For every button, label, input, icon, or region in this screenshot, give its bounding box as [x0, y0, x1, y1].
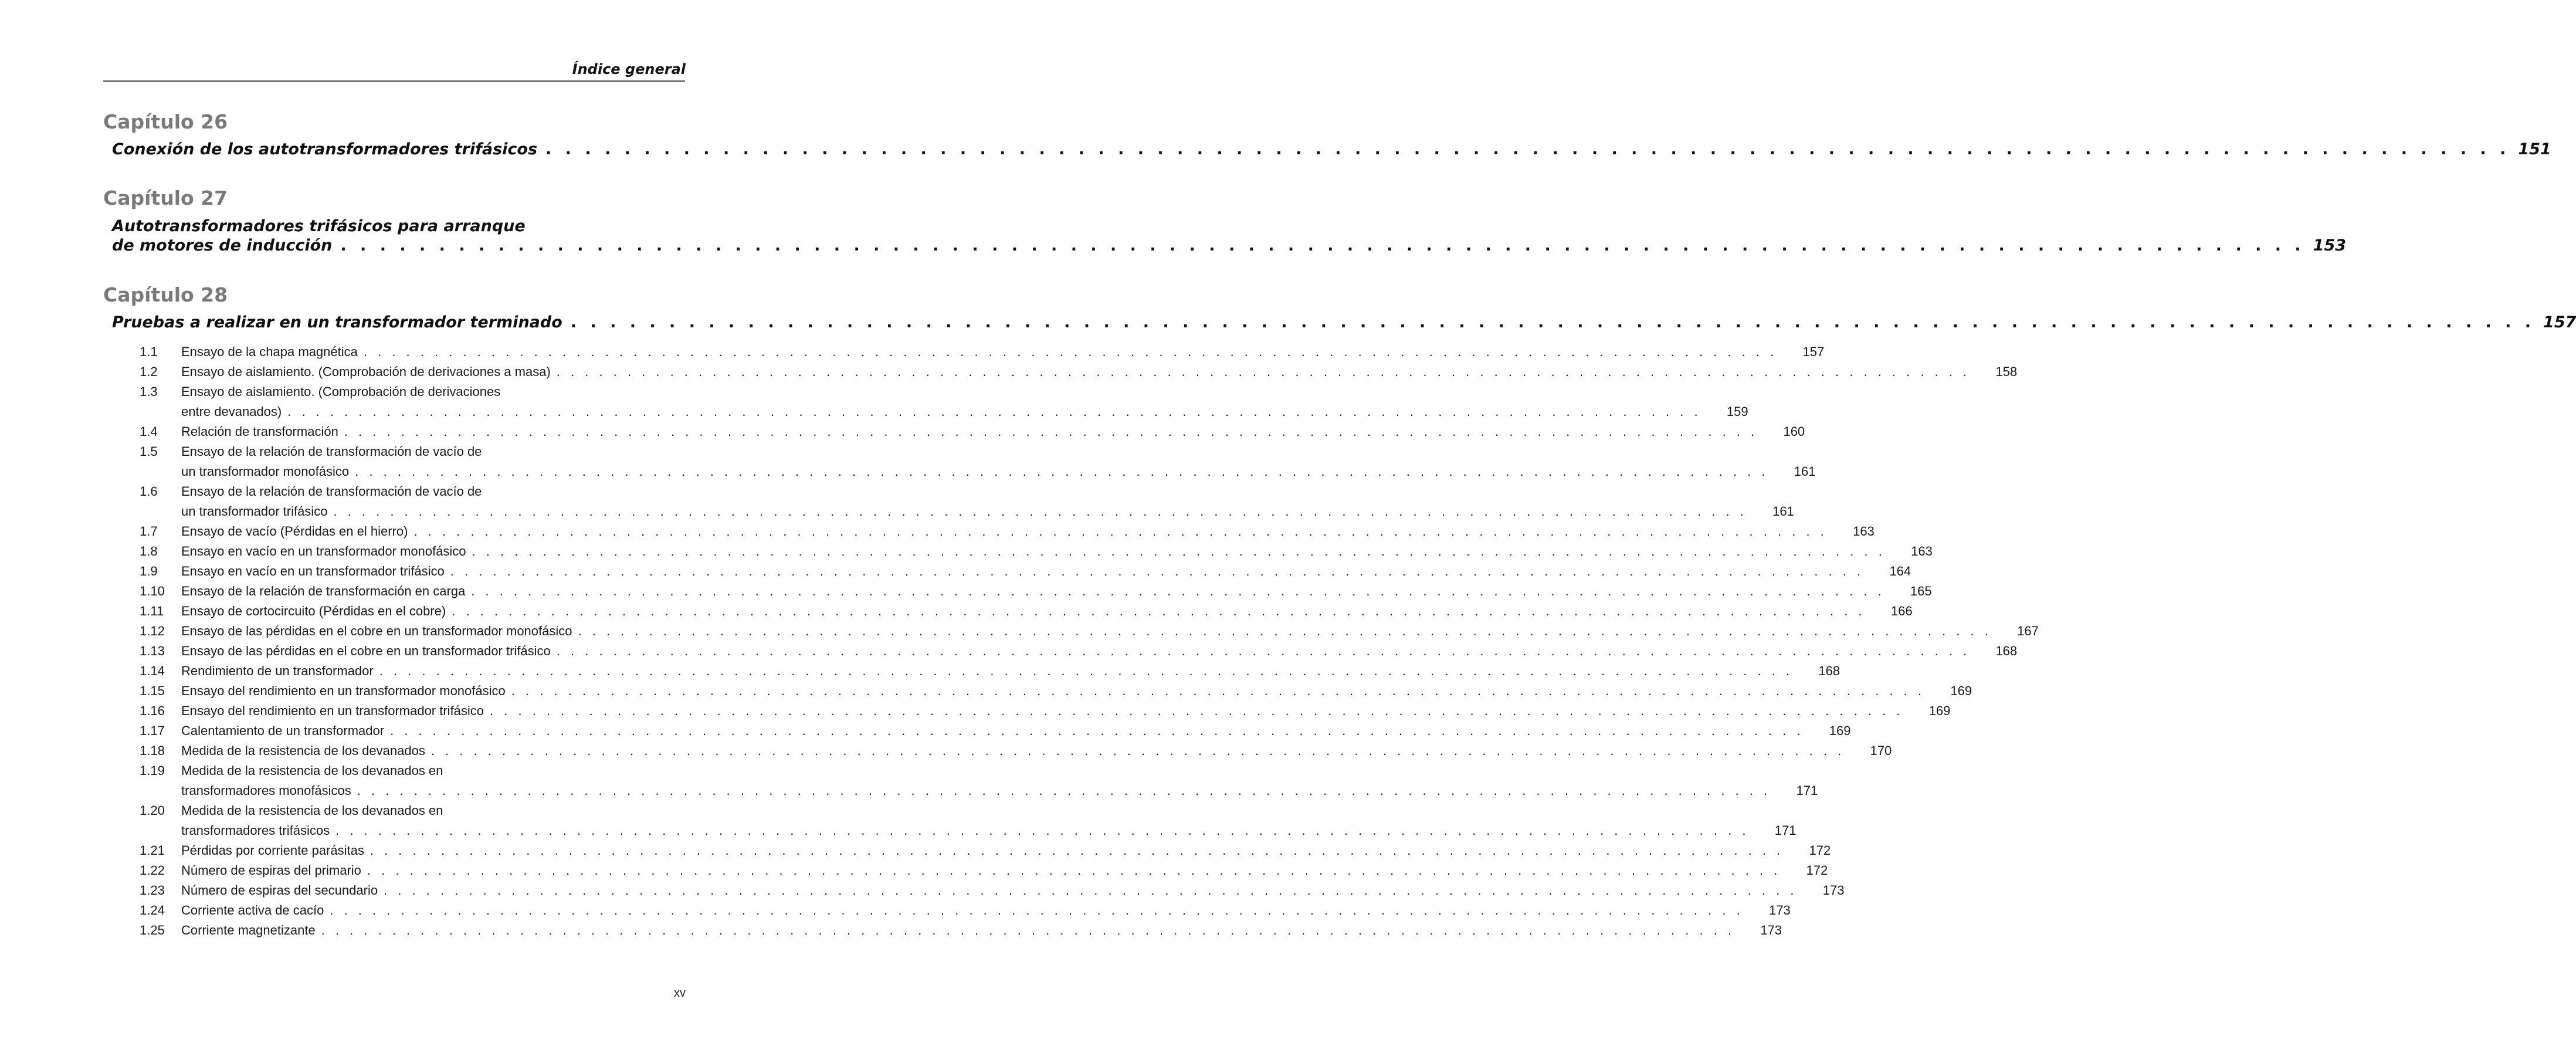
toc-entry-number: 1.23 [140, 883, 165, 898]
toc-entry-number: 1.10 [140, 584, 165, 598]
toc-entry-line [181, 721, 1851, 741]
toc-entry-number: 1.18 [140, 743, 165, 758]
toc-entry-page: 169 [1928, 703, 1951, 718]
toc-entry[interactable] [103, 741, 1892, 761]
toc-entry[interactable] [103, 342, 1825, 362]
toc-entry-line [181, 581, 1932, 601]
running-header-title: Índice general [572, 61, 686, 77]
toc-entry-line [181, 621, 2039, 641]
chapter-title-text: Autotransformadores trifásicos para arranque [112, 217, 526, 235]
toc-entry[interactable] [103, 581, 1932, 601]
toc-entry-body [181, 422, 1805, 442]
toc-entry-line [181, 561, 1911, 581]
toc-entry-title: Corriente activa de cacío [181, 903, 324, 918]
dot-leader: . . . . . . . . . . . . . . . . . . . . . . . . . . . . . . . . . . . . . . . . . . . . . . . . . . . . . . . . . . . . . . . . . . . . . . . . . . . . . . . . . . . . . . . . . . . . . . . . . . . . [321, 923, 1736, 937]
toc-entry[interactable] [103, 541, 1933, 561]
toc-entry-page: 171 [1796, 783, 1818, 798]
toc-entry[interactable] [103, 382, 1748, 422]
toc-entry[interactable] [103, 482, 1794, 522]
toc-entry[interactable] [103, 621, 2039, 641]
toc-entry-page: 170 [1870, 743, 1892, 758]
toc-entry[interactable] [103, 761, 1818, 801]
toc-entry[interactable] [103, 522, 1875, 541]
toc-entry-line [181, 701, 1951, 721]
toc-entry-page: 164 [1889, 564, 1911, 578]
toc-entry-title: Medida de la resistencia de los devanados en [181, 763, 443, 778]
toc-entry-page: 167 [2017, 624, 2039, 638]
toc-entry-page: 161 [1794, 464, 1816, 479]
toc-entry-body [181, 561, 1911, 581]
toc-entry-body [181, 601, 1913, 621]
toc-entry-page: 169 [1829, 723, 1851, 738]
toc-entry-page: 169 [1950, 683, 1972, 698]
toc-entry-body [181, 541, 1933, 561]
dot-leader: . . . . . . . . . . . . . . . . . . . . . . . . . . . . . . . . . . . . . . . . . . . . . . . . . . . . . . . . . . . . . . . . . . . . . . . . . . . . . . . . . . . . . . . . . . . . . . . . . . . . [384, 883, 1798, 898]
dot-leader: . . . . . . . . . . . . . . . . . . . . . . . . . . . . . . . . . . . . . . . . . . . . . . . . . . . . . . . . . . . . . . . . . . . . . . . . . . . . . . . . . . . . . . . . . . . . . . . . . . . . [556, 644, 1971, 658]
toc-entry-line [181, 541, 1933, 561]
dot-leader: . . . . . . . . . . . . . . . . . . . . . . . . . . . . . . . . . . . . . . . . . . . . . . . . . . . . . . . . . . . . . . . . . . . . . . . . . . . . . . . . . . . . . . . . . . . . . . . . . . . . [333, 504, 1747, 519]
toc-entry-number: 1.12 [140, 624, 165, 638]
chapter-title-link[interactable] [112, 216, 2347, 255]
toc-entry-line [181, 900, 1791, 920]
toc-entry-page: 172 [1806, 863, 1828, 878]
toc-entry[interactable] [103, 422, 1805, 442]
toc-entry-page: 157 [1802, 344, 1825, 359]
toc-entry-number: 1.21 [140, 843, 165, 858]
toc-entry-title: Ensayo de la chapa magnética [181, 344, 358, 359]
toc-entry-line [181, 601, 1913, 621]
toc-entry-number: 1.8 [140, 544, 158, 558]
toc-entry-title: Número de espiras del primario [181, 863, 361, 878]
toc-entry[interactable] [103, 900, 1791, 920]
toc-entry-body [181, 442, 1816, 482]
dot-leader: . . . . . . . . . . . . . . . . . . . . . . . . . . . . . . . . . . . . . . . . . . . . . . . . . . . . . . . . . . . . . . . . . . . . . . . . . . . . . . . . . . . . . . . . . . . . . . . . . . . . [357, 783, 1771, 798]
toc-entry-line [181, 801, 679, 821]
toc-entry-title: Ensayo de la relación de transformación en carga [181, 584, 466, 598]
toc-entry-number: 1.22 [140, 863, 165, 878]
toc-entry-title: Calentamiento de un transformador [181, 723, 385, 738]
toc-entry-title: Medida de la resistencia de los devanados [181, 743, 425, 758]
toc-entry-number: 1.15 [140, 683, 165, 698]
chapter-page-number: 157 [2543, 313, 2576, 331]
toc-entry-title: Corriente magnetizante [181, 923, 316, 937]
toc-entry-body [181, 701, 1951, 721]
toc-entry-line [181, 920, 1782, 940]
dot-leader: . . . . . . . . . . . . . . . . . . . . . . . . . . . . . . . . . . . . . . . . . . . . . . . . . . . . . . . . . . . . . . . . . . . . . . . . . . . . . . . . . . . . . . . . . . . . . . . . . . . . [450, 564, 1865, 578]
toc-entry-page: 165 [1910, 584, 1932, 598]
dot-leader: . . . . . . . . . . . . . . . . . . . . . . . . . . . . . . . . . . . . . . . . . . . . . . . . . . . . . . . . . . . . . . . . . . . . . . . . . . . . . . . . . . . . . . . . . . . . . . . . . . . . [355, 464, 1769, 479]
folio: xv [674, 987, 686, 1000]
toc-entry-title: Pérdidas por corriente parásitas [181, 843, 364, 858]
toc-entry-number: 1.20 [140, 803, 165, 818]
toc-entry-page: 159 [1726, 404, 1748, 419]
dot-leader: . . . . . . . . . . . . . . . . . . . . . . . . . . . . . . . . . . . . . . . . . . . . . . . . . . . . . . . . . . . . . . . . . . . . . . . . . . . . . . . . . . . . . . . . . . . . . . . . . . . . [490, 703, 1904, 718]
toc-entry-page: 172 [1809, 843, 1831, 858]
chapter-label: Capítulo 26 [103, 110, 228, 133]
toc-entry-title: Relación de transformación [181, 424, 338, 439]
toc-entry-body [181, 721, 1851, 741]
dot-leader: . . . . . . . . . . . . . . . . . . . . . . . . . . . . . . . . . . . . . . . . . . . . . . . . . . . . . . . . . . . . . . . . . . . . . . . . . . . . . . . . . . . . . . . . . . . . . . . . . . . . [472, 544, 1886, 558]
toc-entry-title: Ensayo del rendimiento en un transformador trifásico [181, 703, 484, 718]
toc-entry-title: un transformador trifásico [181, 504, 328, 519]
toc-entry[interactable] [103, 561, 1911, 581]
chapter-title-link[interactable] [112, 140, 2551, 159]
dot-leader: . . . . . . . . . . . . . . . . . . . . . . . . . . . . . . . . . . . . . . . . . . . . . . . . . . . . . . . . . . . . . . . . . . . . . . . . . . . . . . . . . . . . . . . . . . . . . . . . . . . . [413, 524, 1828, 539]
toc-entry-title: transformadores monofásicos [181, 783, 351, 798]
toc-entry-body [181, 342, 1825, 362]
toc-entry-line [181, 462, 1816, 482]
dot-leader: . . . . . . . . . . . . . . . . . . . . . . . . . . . . . . . . . . . . . . . . . . . . . . . . . . . . . . . . . . . . . . . . . . . . . . . . . . . . . . . . . . . . . . . . . . . . . . . . . . . . [431, 743, 1845, 758]
toc-entry-body [181, 741, 1892, 761]
toc-entry-line [181, 442, 679, 462]
toc-entry-number: 1.17 [140, 723, 165, 738]
chapter-page-number: 153 [2313, 236, 2347, 255]
toc-entry-page: 166 [1890, 604, 1913, 618]
toc-entry-line [181, 841, 1831, 861]
toc-entry-body [181, 841, 1831, 861]
toc-entry-line [181, 681, 1972, 701]
toc-entry-line [181, 402, 1748, 422]
toc-entry-title: Ensayo de las pérdidas en el cobre en un transformador trifásico [181, 644, 551, 658]
toc-entry-page: 171 [1774, 823, 1797, 838]
toc-entry-page: 161 [1772, 504, 1794, 519]
toc-entry-line [181, 861, 1828, 881]
toc-entry-body [181, 801, 1797, 841]
toc-entry-page: 168 [1995, 644, 2018, 658]
toc-entry-body [181, 761, 1818, 801]
toc-entry[interactable] [103, 841, 1831, 861]
toc-entry[interactable] [103, 641, 2018, 661]
dot-leader: . . . . . . . . . . . . . . . . . . . . . . . . . . . . . . . . . . . . . . . . . . . . . . . . . . . . . . . . . . . . . . . . . . . . . . . . . . . . . . . . . . . . . . . . . . . . . . . . . . . . [363, 344, 1778, 359]
toc-entry[interactable] [103, 661, 1841, 681]
toc-entry-body [181, 681, 1972, 701]
toc-entry-page: 173 [1768, 903, 1791, 918]
toc-entry-body [181, 920, 1782, 940]
toc-entry-page: 173 [1822, 883, 1845, 898]
toc-entry[interactable] [103, 681, 1972, 701]
dot-leader: . . . . . . . . . . . . . . . . . . . . . . . . . . . . . . . . . . . . . . . . . . . . . . . . . . . . . . . . . . . . . . . . . . . . . . . . . . . . . . . . . . . . . . . . . . . . . . . . . . . . [570, 313, 2536, 331]
toc-entry-title: Medida de la resistencia de los devanados en [181, 803, 443, 818]
toc-entry-title: Ensayo de vacío (Pérdidas en el hierro) [181, 524, 408, 539]
dot-leader: . . . . . . . . . . . . . . . . . . . . . . . . . . . . . . . . . . . . . . . . . . . . . . . . . . . . . . . . . . . . . . . . . . . . . . . . . . . . . . . . . . . . . . . . . . . . . . . . . . . . [471, 584, 1885, 598]
toc-entry-number: 1.3 [140, 384, 158, 399]
toc-entry-line [181, 821, 1797, 841]
toc-entry-number: 1.5 [140, 444, 158, 459]
toc-entry-list [103, 342, 2039, 940]
toc-entry-title: Número de espiras del secundario [181, 883, 378, 898]
chapter-label: Capítulo 27 [103, 187, 228, 209]
toc-entry-number: 1.16 [140, 703, 165, 718]
dot-leader: . . . . . . . . . . . . . . . . . . . . . . . . . . . . . . . . . . . . . . . . . . . . . . . . . . . . . . . . . . . . . . . . . . . . . . . . . . . . . . . . . . . . . . . . . . . . . . . . . . . . [556, 364, 1971, 379]
toc-entry-line [181, 482, 679, 502]
dot-leader: . . . . . . . . . . . . . . . . . . . . . . . . . . . . . . . . . . . . . . . . . . . . . . . . . . . . . . . . . . . . . . . . . . . . . . . . . . . . . . . . . . . . . . . . . . . . . . . . . . . . [545, 140, 2510, 158]
header-rule [103, 80, 685, 82]
toc-entry-line [181, 502, 1794, 522]
dot-leader: . . . . . . . . . . . . . . . . . . . . . . . . . . . . . . . . . . . . . . . . . . . . . . . . . . . . . . . . . . . . . . . . . . . . . . . . . . . . . . . . . . . . . . . . . . . . . . . . . . . . [330, 903, 1744, 918]
toc-entry[interactable] [103, 861, 1828, 881]
toc-entry-page: 173 [1760, 923, 1782, 937]
chapter-page-number: 151 [2518, 140, 2551, 158]
toc-entry-line [181, 522, 1875, 541]
dot-leader: . . . . . . . . . . . . . . . . . . . . . . . . . . . . . . . . . . . . . . . . . . . . . . . . . . . . . . . . . . . . . . . . . . . . . . . . . . . . . . . . . . . . . . . . . . . . . . . . . . . . [340, 236, 2305, 255]
toc-entry-number: 1.25 [140, 923, 165, 937]
toc-entry[interactable] [103, 920, 1782, 940]
toc-entry[interactable] [103, 442, 1816, 482]
toc-entry-body [181, 641, 2018, 661]
toc-entry-number: 1.7 [140, 524, 158, 539]
toc-entry-line [181, 661, 1841, 681]
toc-entry-number: 1.24 [140, 903, 165, 918]
toc-entry-line [181, 362, 2018, 382]
toc-entry-body [181, 881, 1845, 900]
chapter-title-link[interactable] [112, 313, 2576, 332]
dot-leader: . . . . . . . . . . . . . . . . . . . . . . . . . . . . . . . . . . . . . . . . . . . . . . . . . . . . . . . . . . . . . . . . . . . . . . . . . . . . . . . . . . . . . . . . . . . . . . . . . . . . [511, 683, 1926, 698]
toc-entry-body [181, 362, 2018, 382]
toc-entry-number: 1.4 [140, 424, 158, 439]
toc-entry-number: 1.13 [140, 644, 165, 658]
dot-leader: . . . . . . . . . . . . . . . . . . . . . . . . . . . . . . . . . . . . . . . . . . . . . . . . . . . . . . . . . . . . . . . . . . . . . . . . . . . . . . . . . . . . . . . . . . . . . . . . . . . . [379, 663, 1794, 678]
toc-entry[interactable] [103, 801, 1797, 841]
toc-entry-page: 158 [1995, 364, 2018, 379]
toc-entry[interactable] [103, 721, 1851, 741]
toc-entry-title: Ensayo del rendimiento en un transformador monofásico [181, 683, 506, 698]
dot-leader: . . . . . . . . . . . . . . . . . . . . . . . . . . . . . . . . . . . . . . . . . . . . . . . . . . . . . . . . . . . . . . . . . . . . . . . . . . . . . . . . . . . . . . . . . . . . . . . . . . . . [367, 863, 1781, 878]
toc-entry-number: 1.9 [140, 564, 158, 578]
toc-entry-line [181, 382, 679, 402]
toc-entry-page: 163 [1853, 524, 1875, 539]
dot-leader: . . . . . . . . . . . . . . . . . . . . . . . . . . . . . . . . . . . . . . . . . . . . . . . . . . . . . . . . . . . . . . . . . . . . . . . . . . . . . . . . . . . . . . . . . . . . . . . . . . . . [335, 823, 1750, 838]
dot-leader: . . . . . . . . . . . . . . . . . . . . . . . . . . . . . . . . . . . . . . . . . . . . . . . . . . . . . . . . . . . . . . . . . . . . . . . . . . . . . . . . . . . . . . . . . . . . . . . . . . . . [578, 624, 1992, 638]
toc-entry-title: un transformador monofásico [181, 464, 350, 479]
toc-entry-body [181, 621, 2039, 641]
dot-leader: . . . . . . . . . . . . . . . . . . . . . . . . . . . . . . . . . . . . . . . . . . . . . . . . . . . . . . . . . . . . . . . . . . . . . . . . . . . . . . . . . . . . . . . . . . . . . . . . . . . . [390, 723, 1804, 738]
toc-entry-number: 1.1 [140, 344, 158, 359]
toc-entry-title: transformadores trifásicos [181, 823, 330, 838]
toc-entry-body [181, 522, 1875, 541]
toc-entry[interactable] [103, 881, 1845, 900]
toc-entry-title: Rendimiento de un transformador [181, 663, 374, 678]
toc-entry-title: Ensayo en vacío en un transformador monofásico [181, 544, 466, 558]
toc-entry[interactable] [103, 362, 2018, 382]
toc-entry-title: Ensayo de cortocircuito (Pérdidas en el cobre) [181, 604, 446, 618]
toc-entry-line [181, 741, 1892, 761]
chapter-title-text: de motores de inducción [112, 236, 333, 255]
toc-entry-page: 163 [1911, 544, 1933, 558]
toc-entry-line [181, 761, 679, 781]
toc-entry-title: Ensayo de la relación de transformación de vacío de [181, 444, 482, 459]
chapter-title-text: Conexión de los autotransformadores trifásicos [112, 140, 538, 158]
toc-entry-title: Ensayo de aislamiento. (Comprobación de derivaciones [181, 384, 501, 399]
toc-entry-line [181, 422, 1805, 442]
dot-leader: . . . . . . . . . . . . . . . . . . . . . . . . . . . . . . . . . . . . . . . . . . . . . . . . . . . . . . . . . . . . . . . . . . . . . . . . . . . . . . . . . . . . . . . . . . . . . . . . . . . . [287, 404, 1701, 419]
toc-entry-number: 1.14 [140, 663, 165, 678]
toc-entry-title: Ensayo de la relación de transformación de vacío de [181, 484, 482, 499]
toc-entry-line [181, 881, 1845, 900]
toc-entry-page: 168 [1818, 663, 1841, 678]
toc-entry-title: entre devanados) [181, 404, 282, 419]
dot-leader: . . . . . . . . . . . . . . . . . . . . . . . . . . . . . . . . . . . . . . . . . . . . . . . . . . . . . . . . . . . . . . . . . . . . . . . . . . . . . . . . . . . . . . . . . . . . . . . . . . . . [452, 604, 1866, 618]
toc-entry-number: 1.19 [140, 763, 165, 778]
toc-entry-title: Ensayo de aislamiento. (Comprobación de derivaciones a masa) [181, 364, 551, 379]
toc-entry-body [181, 900, 1791, 920]
toc-entry-number: 1.6 [140, 484, 158, 499]
toc-entry-page: 160 [1783, 424, 1805, 439]
toc-entry-number: 1.11 [140, 604, 164, 618]
toc-entry-body [181, 861, 1828, 881]
toc-entry-number: 1.2 [140, 364, 158, 379]
toc-entry-line [181, 342, 1825, 362]
toc-entry-body [181, 482, 1794, 522]
dot-leader: . . . . . . . . . . . . . . . . . . . . . . . . . . . . . . . . . . . . . . . . . . . . . . . . . . . . . . . . . . . . . . . . . . . . . . . . . . . . . . . . . . . . . . . . . . . . . . . . . . . . [370, 843, 1784, 858]
chapter-title-text: Pruebas a realizar en un transformador terminado [112, 313, 562, 331]
toc-entry-title: Ensayo en vacío en un transformador trifásico [181, 564, 445, 578]
toc-entry-line [181, 781, 1818, 801]
chapter-label: Capítulo 28 [103, 283, 228, 306]
toc-entry-title: Ensayo de las pérdidas en el cobre en un transformador monofásico [181, 624, 572, 638]
toc-entry-body [181, 581, 1932, 601]
toc-entry[interactable] [103, 601, 1913, 621]
toc-entry-line [181, 641, 2018, 661]
toc-entry-body [181, 661, 1841, 681]
toc-entry[interactable] [103, 701, 1951, 721]
dot-leader: . . . . . . . . . . . . . . . . . . . . . . . . . . . . . . . . . . . . . . . . . . . . . . . . . . . . . . . . . . . . . . . . . . . . . . . . . . . . . . . . . . . . . . . . . . . . . . . . . . . . [344, 424, 1758, 439]
toc-entry-body [181, 382, 1748, 422]
